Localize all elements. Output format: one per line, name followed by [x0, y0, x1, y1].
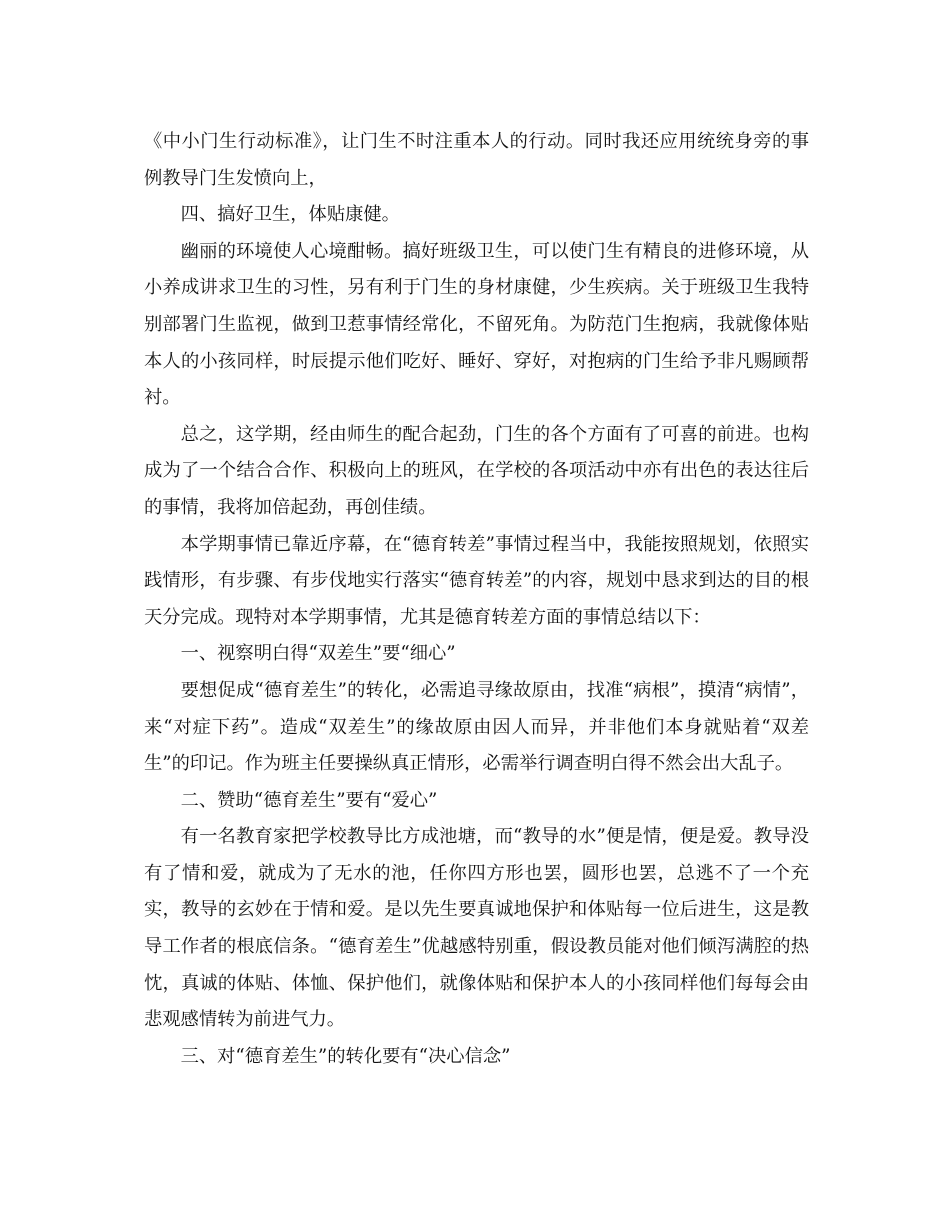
paragraph-summary: 总之，这学期，经由师生的配合起劲，门生的各个方面有了可喜的前进。也构成为了一个结合合作、积极向上的班风，在学校的各项活动中亦有出色的表达往后的事情，我将加倍起劲，再创佳绩。 — [144, 423, 809, 518]
paragraph-moral-education-intro: 本学期事情已靠近序幕，在“德育转差”事情过程当中，我能按照规划，依照实践情形，有步骤、有步伐地实行落实“德育转差”的内容，规划中恳求到达的目的根天分完成。现特对本学期事情，尤其是德育转差方面的事情总结以下： — [144, 533, 809, 628]
section-heading-help: 二、赞助“德育差生”要有“爱心” — [180, 789, 438, 811]
paragraph-observe: 要想促成“德育差生”的转化，必需追寻缘故原由，找准“病根”，摸清“病情”，来“对症下药”。造成“双差生”的缘故原由因人而异，并非他们本身就贴着“双差生”的印记。作为班主任要操纵真正情形，必需举行调查明白得不然会出大乱子。 — [144, 679, 809, 775]
document-body — [144, 124, 809, 1075]
section-heading-resolve: 三、对“德育差生”的转化要有“决心信念” — [180, 1045, 511, 1067]
section-heading-hygiene: 四、搞好卫生，体贴康健。 — [180, 204, 400, 226]
paragraph-hygiene: 幽丽的环境使人心境酣畅。搞好班级卫生，可以使门生有精良的进修环境，从小养成讲求卫生的习性，另有利于门生的身材康健，少生疾病。关于班级卫生我特别部署门生监视，做到卫惹事情经常化，不留死角。为防范门生抱病，我就像体贴本人的小孩同样，时辰提示他们吃好、睡好、穿好，对抱病的门生给予非凡赐顾帮衬。 — [144, 240, 809, 409]
section-heading-observe: 一、视察明白得“双差生”要“细心” — [180, 643, 456, 665]
paragraph-1: 《中小门生行动标准》，让门生不时注重本人的行动。同时我还应用统统身旁的事例教导门生发愤向上， — [144, 131, 809, 189]
paragraph-help: 有一名教育家把学校教导比方成池塘，而“教导的水”便是情，便是爱。教导没有了情和爱，就成为了无水的池，任你四方形也罢，圆形也罢，总逃不了一个充实，教导的玄妙在于情和爱。是以先生要真诚地保护和体贴每一位后进生，这是教导工作者的根底信条。“德育差生”优越感特别重，假设教员能对他们倾泻满腔的热忱，真诚的体贴、体恤、保护他们，就像体贴和保护本人的小孩同样他们每每会由悲观感情转为前进气力。 — [144, 826, 809, 1031]
